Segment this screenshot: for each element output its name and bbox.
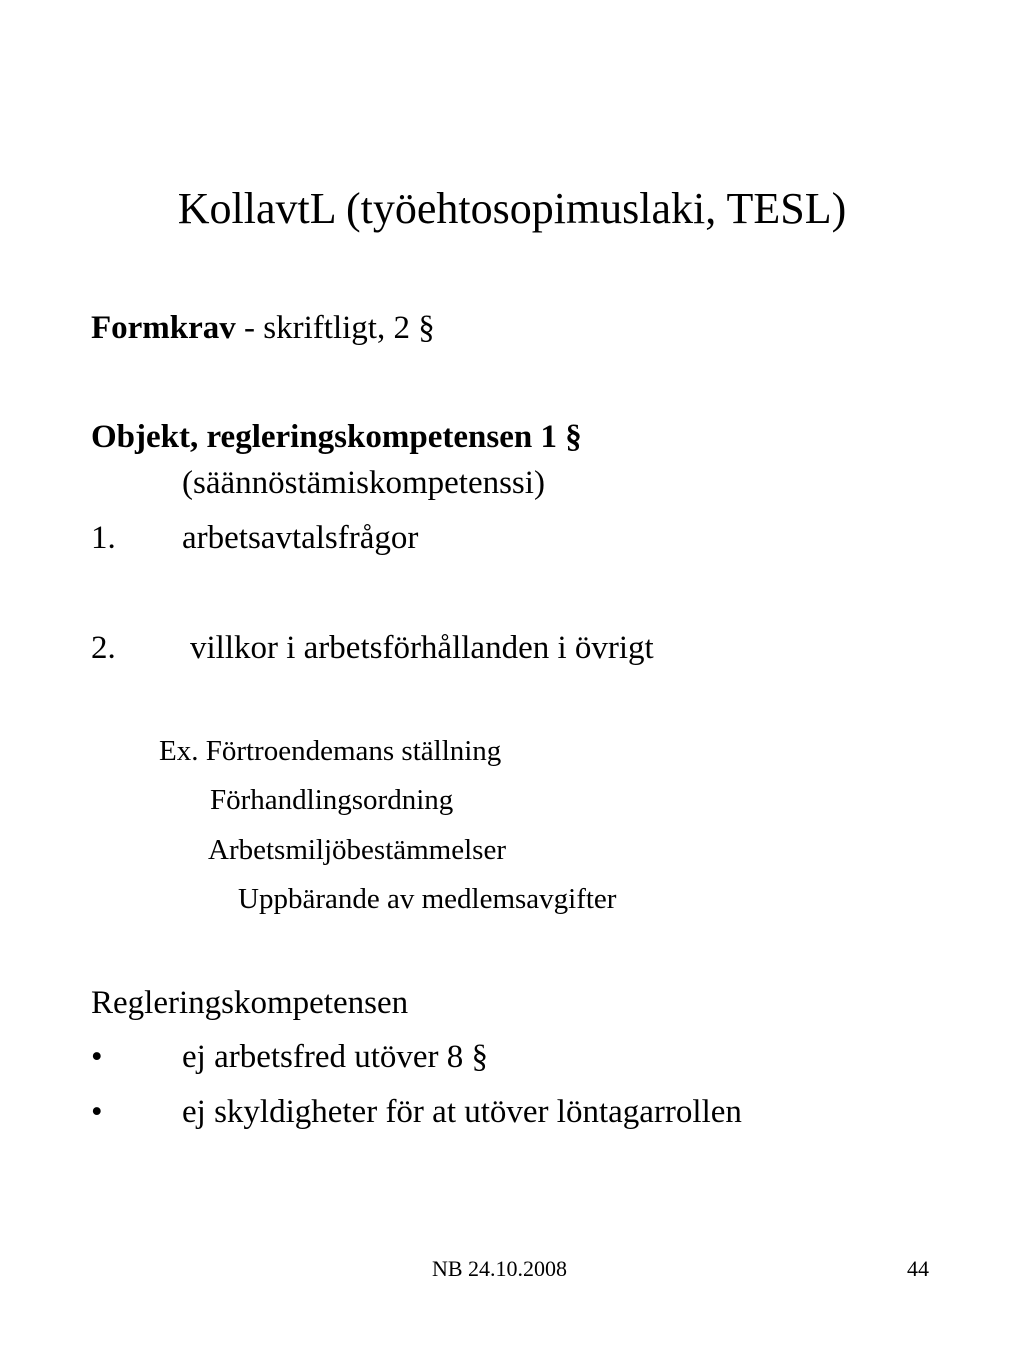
item-1-text: arbetsavtalsfrågor xyxy=(182,520,419,556)
example-4: Uppbärande av medlemsavgifter xyxy=(238,883,617,915)
example-3: Arbetsmiljöbestämmelser xyxy=(208,834,506,866)
objekt-subheading: (säännöstämiskompetenssi) xyxy=(182,465,545,501)
bullet-1-marker: • xyxy=(91,1039,103,1075)
formkrav-label: Formkrav xyxy=(91,310,236,346)
bullet-1-text: ej arbetsfred utöver 8 § xyxy=(182,1039,489,1075)
page-number: 44 xyxy=(907,1256,929,1281)
reglering-heading: Regleringskompetensen xyxy=(91,985,409,1021)
example-1: Ex. Förtroendemans ställning xyxy=(159,735,502,767)
example-2: Förhandlingsordning xyxy=(210,784,454,816)
objekt-heading: Objekt, regleringskompetensen 1 § xyxy=(91,419,582,455)
bullet-2-marker: • xyxy=(91,1094,103,1130)
item-1-number: 1. xyxy=(91,520,116,556)
formkrav-text: - skriftligt, 2 § xyxy=(235,310,435,346)
bullet-2-text: ej skyldigheter för at utöver löntagarrollen xyxy=(182,1094,742,1130)
formkrav-line xyxy=(91,312,435,345)
item-2-text: villkor i arbetsförhållanden i övrigt xyxy=(190,630,654,666)
footer-date: NB 24.10.2008 xyxy=(432,1256,568,1281)
slide-title: KollavtL (työehtosopimuslaki, TESL) xyxy=(177,184,847,233)
item-2-number: 2. xyxy=(91,630,116,666)
